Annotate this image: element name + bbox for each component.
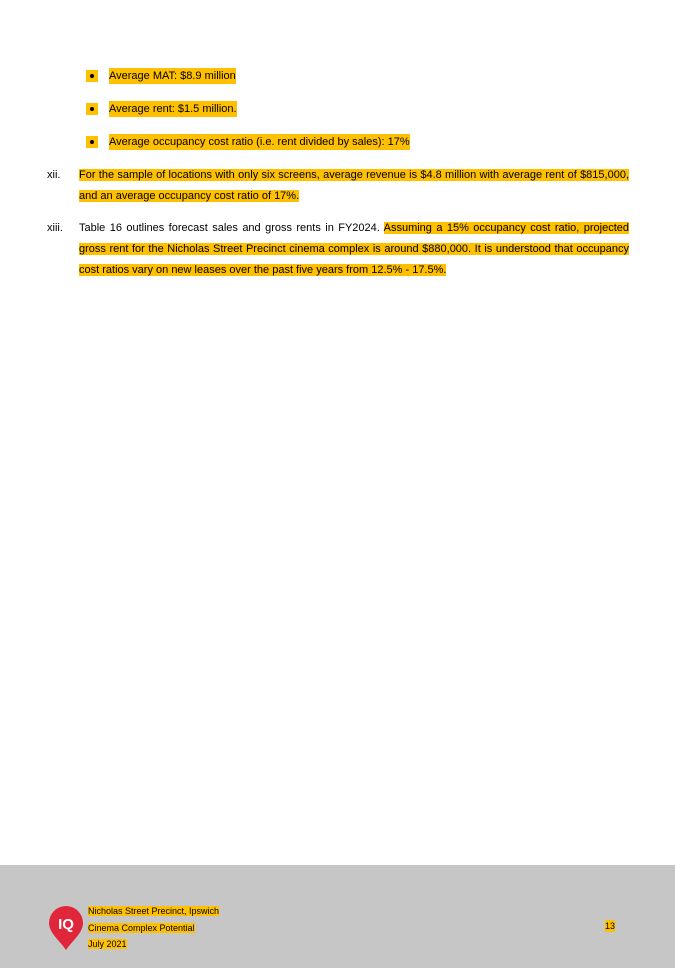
numbered-paragraph-xii (47, 165, 637, 207)
paragraph-number: xii. (47, 169, 61, 181)
footer-document-info (88, 903, 219, 953)
bullet-item (86, 101, 646, 117)
iq-location-pin-logo (47, 905, 85, 951)
numbered-paragraph-xiii (47, 218, 637, 281)
plain-text: Table 16 outlines forecast sales and gross rents in FY2024. (79, 222, 384, 234)
bullet-dot-icon (86, 70, 98, 82)
paragraph-number: xiii. (47, 222, 63, 234)
paragraph-body (79, 165, 629, 207)
page-footer (0, 865, 675, 968)
highlighted-text: For the sample of locations with only six screens, average revenue is $4.8 million with average rent of $815,000, and an average occupancy cost ratio of 17%. (79, 169, 629, 202)
logo-text: IQ (58, 916, 74, 933)
footer-line-title: Cinema Complex Potential (88, 922, 195, 933)
bullet-text: Average occupancy cost ratio (i.e. rent divided by sales): 17% (109, 136, 410, 148)
footer-line-date: July 2021 (88, 939, 127, 949)
bullet-item (86, 134, 646, 150)
bullet-text: Average rent: $1.5 million. (109, 103, 237, 115)
highlighted-text: Assuming a 15% occupancy cost ratio, projected gross rent for the Nicholas Street Precinct cinema complex is around $880,000. It is understood that occupancy cost ratios vary on new leases over the past five years from 12.5% - 17.5%. (79, 222, 629, 276)
bullet-text: Average MAT: $8.9 million (109, 70, 236, 82)
bullet-list (86, 68, 646, 167)
page-number: 13 (605, 921, 616, 931)
footer-line-project: Nicholas Street Precinct, Ipswich (88, 906, 220, 916)
bullet-dot-icon (86, 136, 98, 148)
paragraph-body (79, 218, 629, 281)
bullet-dot-icon (86, 103, 98, 115)
bullet-item (86, 68, 646, 84)
